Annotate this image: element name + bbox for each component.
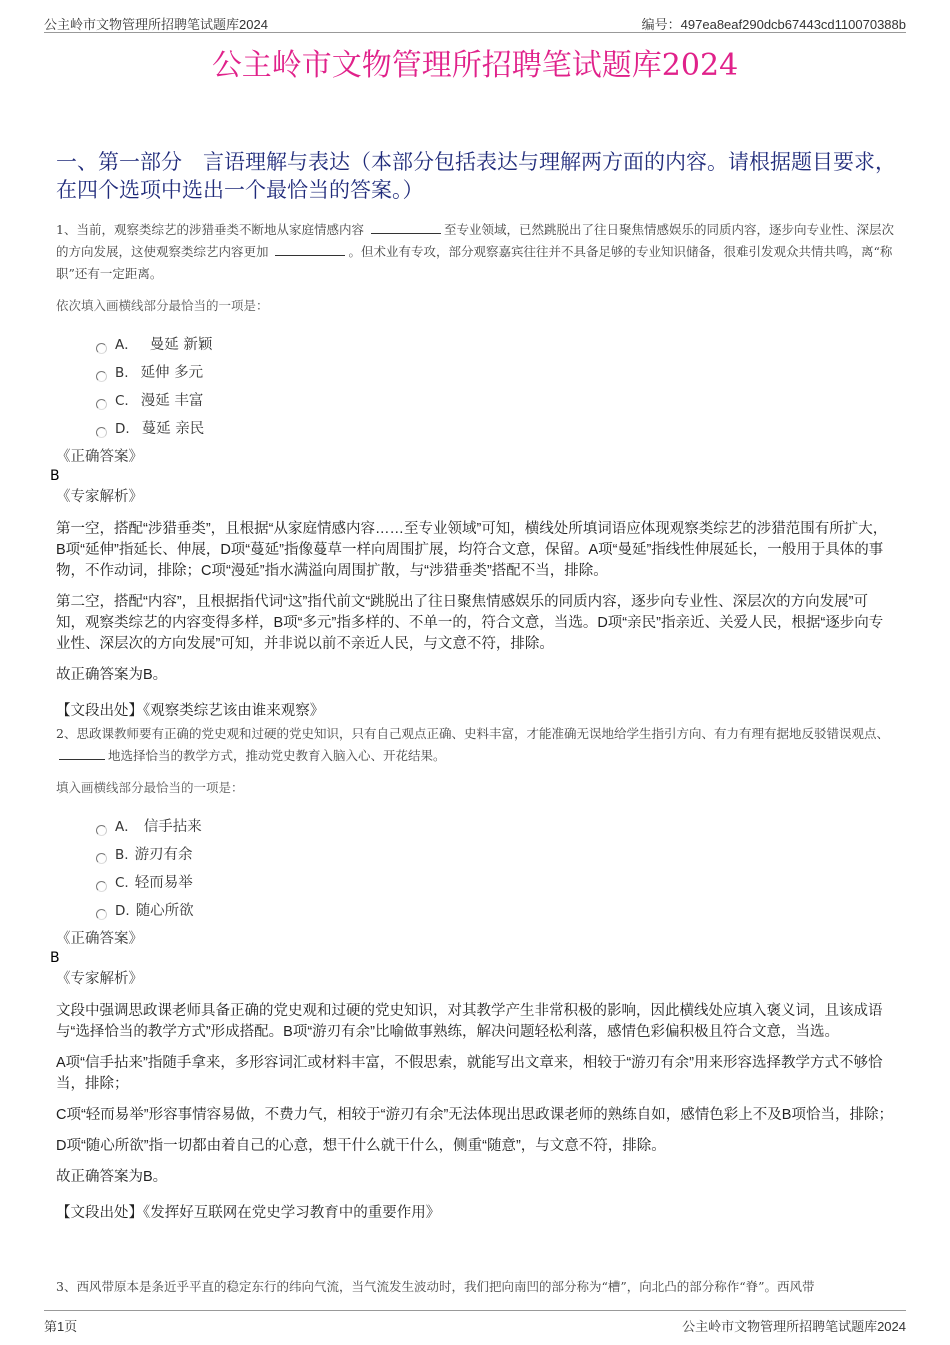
option-text: 游刃有余 (134, 847, 193, 863)
option-letter: B. (115, 847, 129, 863)
option-letter: A． (115, 819, 138, 835)
analysis-paragraph: A项“信手拈来”指随手拿来，多形容词汇或材料丰富，不假思索，就能写出文章来，相较于“游刃有余”用来形容选择教学方式不够恰当，排除； (56, 1055, 883, 1092)
option-d[interactable] (56, 897, 894, 925)
option-text: 延伸 多元 (140, 365, 204, 381)
option-text: 曼延 新颖 (149, 337, 213, 353)
option-letter: C. (115, 393, 129, 409)
expert-analysis (56, 519, 894, 686)
option-c[interactable] (56, 387, 894, 415)
analysis-paragraph: D项“随心所欲”指一切都由着自己的心意，想干什么就干什么，侧重“随意”，与文意不符，排除。 (56, 1138, 666, 1154)
question-3-text: 3、西风带原本是条近乎平直的稳定东行的纬向气流，当气流发生波动时，我们把向南凹的部分称为“槽”，向北凸的部分称作“脊”。西风带 (56, 1279, 815, 1294)
option-text: 轻而易举 (134, 875, 193, 891)
analysis-paragraph: 故正确答案为B。 (56, 1169, 168, 1185)
option-letter: D. (115, 903, 130, 919)
header-doc-title: 公主岭市文物管理所招聘笔试题库2024 (44, 17, 268, 32)
option-text: 漫延 丰富 (140, 393, 204, 409)
fill-blank (275, 243, 345, 256)
option-letter: B. (115, 365, 129, 381)
question-text-part: 2、思政课教师要有正确的党史观和过硬的党史知识，只有自己观点正确、史料丰富，才能准确无误地给学生指引方向、有力有理有据地反驳错误观点、 (56, 726, 889, 741)
radio-button[interactable] (96, 427, 107, 438)
question-text-part: 至专业领域，已然跳脱出了往日聚焦情感娱乐的同质内容，逐步向专业性、深层次的方向发展，这使观察类综艺内容更加 (56, 222, 894, 259)
option-a[interactable] (56, 331, 894, 359)
option-text: 信手拈来 (143, 819, 202, 835)
correct-answer: B (50, 468, 60, 484)
question-2-text (56, 723, 894, 767)
expert-analysis-label: 《专家解析》 (56, 489, 143, 505)
correct-answer-label: 《正确答案》 (56, 449, 143, 465)
option-c[interactable] (56, 869, 894, 897)
page-header (44, 12, 906, 33)
question-3 (56, 1276, 894, 1298)
option-text: 蔓延 亲民 (141, 421, 205, 437)
passage-source: 【文段出处】《发挥好互联网在党史学习教育中的重要作用》 (56, 1205, 441, 1221)
option-d[interactable] (56, 415, 894, 443)
question-1-prompt: 依次填入画横线部分最恰当的一项是： (56, 298, 269, 313)
correct-answer-label: 《正确答案》 (56, 931, 143, 947)
radio-button[interactable] (96, 909, 107, 920)
expert-analysis-label: 《专家解析》 (56, 971, 143, 987)
fill-blank (59, 747, 105, 760)
question-1-options (56, 331, 894, 443)
option-b[interactable] (56, 841, 894, 869)
section-heading: 一、第一部分 言语理解与表达（本部分包括表达与理解两方面的内容。请根据题目要求，在四个选项中选出一个最恰当的答案。） (56, 150, 896, 202)
question-2 (50, 723, 894, 1224)
radio-button[interactable] (96, 371, 107, 382)
option-letter: D. (115, 421, 130, 437)
radio-button[interactable] (96, 399, 107, 410)
fill-blank (371, 221, 441, 234)
page-number: 第1页 (44, 1319, 78, 1334)
option-letter: A． (115, 337, 138, 353)
question-1-text (56, 219, 894, 285)
correct-answer: B (50, 950, 60, 966)
radio-button[interactable] (96, 343, 107, 354)
question-2-options (56, 813, 894, 925)
option-b[interactable] (56, 359, 894, 387)
question-text-part: 地选择恰当的教学方式，推动党史教育入脑入心、开花结果。 (108, 748, 446, 763)
option-a[interactable] (56, 813, 894, 841)
question-text-part: 。但术业有专攻，部分观察嘉宾往往并不具备足够的专业知识储备，很难引发观众共情共鸣，离“称职”还有一定距离。 (56, 244, 893, 281)
analysis-paragraph: 故正确答案为B。 (56, 667, 168, 683)
footer-doc-title: 公主岭市文物管理所招聘笔试题库2024 (682, 1319, 906, 1334)
radio-button[interactable] (96, 853, 107, 864)
question-text-part: 1、当前，观察类综艺的涉猎垂类不断地从家庭情感内容 (56, 222, 368, 237)
expert-analysis (56, 1001, 894, 1188)
question-2-prompt: 填入画横线部分最恰当的一项是： (56, 780, 244, 795)
document-title: 公主岭市文物管理所招聘笔试题库2024 (211, 48, 739, 83)
analysis-paragraph: 文段中强调思政课老师具备正确的党史观和过硬的党史知识，对其教学产生非常积极的影响，因此横线处应填入褒义词，且该成语与“选择恰当的教学方式”形成搭配。B项“游刃有余”比喻做事熟练，解决问题轻松利落，感情色彩偏积极且符合文意，当选。 (56, 1003, 883, 1040)
analysis-paragraph: C项“轻而易举”形容事情容易做，不费力气，相较于“游刃有余”无法体现出思政课老师的熟练自如，感情色彩上不及B项恰当，排除； (56, 1107, 893, 1123)
question-1 (50, 219, 894, 722)
radio-button[interactable] (96, 825, 107, 836)
radio-button[interactable] (96, 881, 107, 892)
header-doc-id: 编号：497ea8eaf290dcb67443cd110070388b (641, 17, 906, 32)
option-text: 随心所欲 (135, 903, 194, 919)
analysis-paragraph: 第一空，搭配“涉猎垂类”，且根据“从家庭情感内容……至专业领域”可知，横线处所填词语应体现观察类综艺的涉猎范围有所扩大，B项“延伸”指延长、伸展，D项“蔓延”指像蔓草一样向周围扩展，均符合文意，保留。A项“曼延”指线性伸展延长，一般用于具体的事物，不作动词，排除；C项“漫延”指水满溢向周围扩散，与“涉猎垂类”搭配不当，排除。 (56, 521, 888, 579)
passage-source: 【文段出处】《观察类综艺该由谁来观察》 (56, 703, 325, 719)
page-footer (44, 1310, 906, 1335)
analysis-paragraph: 第二空，搭配“内容”，且根据指代词“这”指代前文“跳脱出了往日聚焦情感娱乐的同质内容，逐步向专业性、深层次的方向发展”可知，观察类综艺的内容变得多样，B项“多元”指多样的、不单一的，符合文意，当选。D项“亲民”指亲近、关爱人民，根据“逐步向专业性、深层次的方向发展”可知，并非说以前不亲近人民，与文意不符，排除。 (56, 594, 884, 652)
option-letter: C. (115, 875, 129, 891)
